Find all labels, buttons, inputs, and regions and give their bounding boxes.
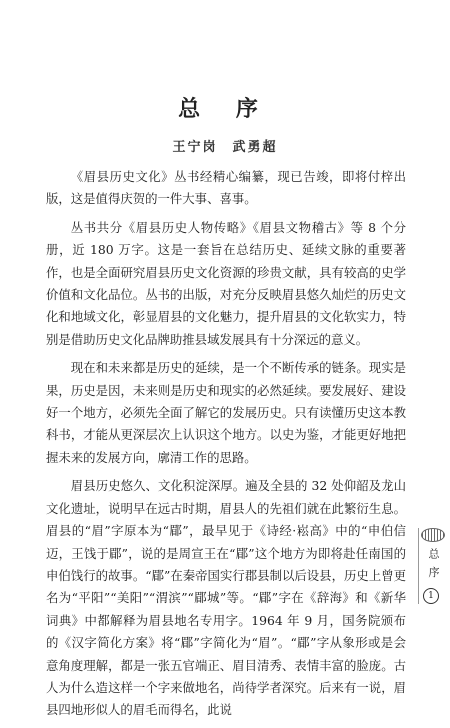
- paragraph-2: 丛书共分《眉县历史人物传略》《眉县文物稽古》等 8 个分册，近 180 万字。这是一套旨在总结历史、延续文脉的重要著作，也是全面研究眉县历史文化资源的珍贵文献，具有较高的史学价值和文化品位。丛书的出版，对充分反映眉县悠久灿烂的历史文化和地域文化，彰显眉县的文化魅力，提升眉县的文化软实力，特别是借助历史文化品牌助推县域发展具有十分深远的意义。: [46, 219, 406, 347]
- page-title: 总 序: [178, 96, 272, 122]
- paragraph-3: 现在和未来都是历史的延续，是一个不断传承的链条。现实是果，历史是因，未来则是历史和现实的必然延续。要发展好、建设好一个地方，必须先全面了解它的发展历史。只有读懂历史这本教科书，才能从更深层次上认识这个地方。以史为鉴，才能更好地把握未来的发展方向，廓清工作的思路。: [46, 360, 406, 465]
- page-number: 1: [423, 588, 439, 604]
- paragraph-4: 眉县历史悠久、文化积淀深厚。遍及全县的 32 处仰韶及龙山文化遗址，说明早在远古时期，眉县人的先祖们就在此繁衍生息。眉县的“眉”字原本为“郿”，最早见于《诗经·崧高》中的“申伯信迈，王饯于郿”，说的是周宣王在“郿”这个地方为即将赴任南国的申伯饯行的故事。“郿”在秦帝国实行郡县制以后设县，历史上曾更名为“平阳”“美阳”“渭滨”“郿城”等。“郿”字在《辞海》和《新华词典》中都解释为眉县地名专用字。1964 年 9 月，国务院颁布的《汉字简化方案》将“郿”字简化为“眉”。“郿”字从象形或是会意角度理解，都是一张五官端正、眉目清秀、表情丰富的脸庞。古人为什么造这样一个字来做地名，尚待学者深究。后来有一说，眉县四地形似人的眉毛而得名，此说: [46, 478, 406, 718]
- authors-line: 王宁岗 武勇超: [172, 140, 278, 155]
- paragraph-1: 《眉县历史文化》丛书经精心编纂，现已告竣，即将付梓出版，这是值得庆贺的一件大事、喜事。: [46, 169, 406, 207]
- section-label: 总 序: [427, 548, 440, 580]
- ornament-icon: [421, 528, 445, 542]
- body-text: [46, 166, 406, 728]
